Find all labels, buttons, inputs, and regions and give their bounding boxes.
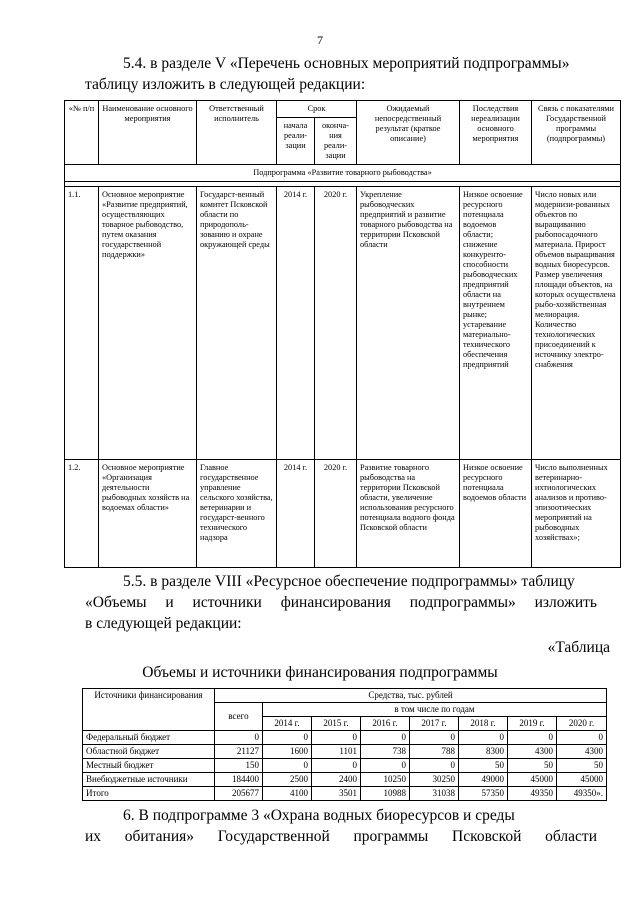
row-value: 49000: [459, 773, 508, 787]
row-link: Число выполненных ветеринарно-ихтиологических анализов и противо-эпизоотических мероприятий на рыбоводных хозяйствах»;: [532, 460, 621, 568]
header-funds: Средства, тыс. рублей: [215, 689, 607, 703]
section-5-5-paragraph: [85, 571, 597, 634]
row-link: Число новых или модернизи-рованных объектов по выращиванию рыбопосадочного материала. Прирост объемов выращивания водных биоресурсов. Размер увеличения площади объектов, на которых осуществлена рыбо-хозяйственная мелиорация. Количество технологических присоединений к источнику электро-снабжения: [532, 187, 621, 460]
table-row: [83, 731, 607, 745]
financing-table: [82, 688, 607, 801]
row-value: 788: [410, 745, 459, 759]
row-value: 50: [557, 759, 607, 773]
subprogram-title: Подпрограмма «Развитие товарного рыбоводства»: [65, 165, 621, 182]
section-6-paragraph: [85, 805, 597, 847]
table2-header-row: [83, 689, 607, 703]
row-source: Итого: [83, 787, 215, 801]
row-value: 30250: [410, 773, 459, 787]
row-source: Областной бюджет: [83, 745, 215, 759]
row-value: 738: [361, 745, 410, 759]
row-start: 2014 г.: [277, 460, 315, 568]
row-num: 1.1.: [65, 187, 99, 460]
row-value: 0: [508, 731, 557, 745]
row-value: 49350».: [557, 787, 607, 801]
row-value: 0: [410, 759, 459, 773]
header-years-group: в том числе по годам: [263, 703, 607, 717]
table1-header-row: [65, 101, 621, 118]
header-consequences: Последствия нереализации основного мероприятия: [460, 101, 532, 165]
row-value: 45000: [557, 773, 607, 787]
row-start: 2014 г.: [277, 187, 315, 460]
header-year: 2020 г.: [557, 717, 607, 731]
row-source: Местный бюджет: [83, 759, 215, 773]
row-total: 184400: [215, 773, 263, 787]
row-value: 50: [459, 759, 508, 773]
table-row: [83, 773, 607, 787]
row-name: Основное мероприятие «Развитие предприятий, осуществляющих товарное рыбоводство, путем оказания государственной поддержки»: [99, 187, 197, 460]
row-result: Развитие товарного рыбоводства на территории Псковской области, увеличение использования ресурсного потенциала водного фонда Псковской области: [357, 460, 460, 568]
header-total: всего: [215, 703, 263, 731]
header-year: 2017 г.: [410, 717, 459, 731]
row-end: 2020 г.: [315, 187, 357, 460]
header-year: 2016 г.: [361, 717, 410, 731]
row-value: 0: [410, 731, 459, 745]
row-value: 1600: [263, 745, 312, 759]
row-end: 2020 г.: [315, 460, 357, 568]
row-value: 0: [557, 731, 607, 745]
row-value: 10250: [361, 773, 410, 787]
row-total: 150: [215, 759, 263, 773]
table2-title: Объемы и источники финансирования подпрограммы: [142, 664, 498, 681]
row-total: 21127: [215, 745, 263, 759]
header-term: Срок: [277, 101, 357, 118]
header-responsible: Ответственный исполнитель: [197, 101, 277, 165]
header-result: Ожидаемый непосредственный результат (краткое описание): [357, 101, 460, 165]
row-source: Внебюджетные источники: [83, 773, 215, 787]
page-number: 7: [317, 33, 323, 47]
activities-table: [64, 100, 621, 568]
row-total: 0: [215, 731, 263, 745]
subprogram-row: [65, 165, 621, 182]
row-value: 8300: [459, 745, 508, 759]
header-name: Наименование основного мероприятия: [99, 101, 197, 165]
row-value: 50: [508, 759, 557, 773]
row-value: 2400: [312, 773, 361, 787]
row-consequences: Низкое освоение ресурсного потенциала водоемов области; снижение конкуренто-способности рыбоводческих предприятий области на внутреннем рынке; устаревание материально-технического обеспечения предприятий: [460, 187, 532, 460]
row-value: 1101: [312, 745, 361, 759]
row-name: Основное мероприятие «Организация деятельности рыбоводных хозяйств на водоемах области»: [99, 460, 197, 568]
row-value: 4300: [508, 745, 557, 759]
header-year: 2018 г.: [459, 717, 508, 731]
section-5-5-line2: «Объемы и источники финансирования подпрограммы» изложить: [85, 594, 597, 611]
header-term-end: оконча-ния реали-зации: [315, 118, 357, 165]
header-num: «№ п/п: [65, 101, 99, 165]
table-row: [65, 460, 621, 568]
header-link: Связь с показателями Государственной программы (подпрограммы): [532, 101, 621, 165]
row-value: 31038: [410, 787, 459, 801]
header-term-start: начала реали-зации: [277, 118, 315, 165]
row-value: 4100: [263, 787, 312, 801]
table-row: [83, 759, 607, 773]
row-value: 3501: [312, 787, 361, 801]
row-value: 45000: [508, 773, 557, 787]
row-responsible: Главное государственное управление сельского хозяйства, ветеринарии и государст-венного технического надзора: [197, 460, 277, 568]
header-source: Источники финансирования: [83, 689, 215, 731]
table-word: «Таблица: [547, 639, 610, 656]
header-year: 2015 г.: [312, 717, 361, 731]
header-year: 2014 г.: [263, 717, 312, 731]
row-value: 10988: [361, 787, 410, 801]
row-num: 1.2.: [65, 460, 99, 568]
row-value: 49350: [508, 787, 557, 801]
row-value: 0: [361, 731, 410, 745]
row-total: 205677: [215, 787, 263, 801]
table-row: [83, 787, 607, 801]
row-value: 0: [312, 759, 361, 773]
row-value: 0: [459, 731, 508, 745]
row-responsible: Государст-венный комитет Псковской области по природополь-зованию и охране окружающей среды: [197, 187, 277, 460]
section-5-4-line1: 5.4. в разделе V «Перечень основных мероприятий подпрограммы»: [123, 55, 570, 72]
section-6-line1: 6. В подпрограмме 3 «Охрана водных биоресурсов и среды: [123, 807, 515, 824]
row-value: 0: [312, 731, 361, 745]
table-row: [65, 187, 621, 460]
table-row: [83, 745, 607, 759]
row-result: Укрепление рыбоводческих предприятий и развитие товарного рыбоводства на территории Псковской области: [357, 187, 460, 460]
row-value: 0: [263, 731, 312, 745]
row-source: Федеральный бюджет: [83, 731, 215, 745]
header-year: 2019 г.: [508, 717, 557, 731]
row-value: 57350: [459, 787, 508, 801]
row-value: 4300: [557, 745, 607, 759]
row-value: 0: [361, 759, 410, 773]
section-6-line2: их обитания» Государственной программы Псковской области: [85, 828, 597, 845]
row-consequences: Низкое освоение ресурсного потенциала водоемов области: [460, 460, 532, 568]
section-5-5-line1: 5.5. в разделе VIII «Ресурсное обеспечение подпрограммы» таблицу: [123, 573, 575, 590]
row-value: 2500: [263, 773, 312, 787]
section-5-4-line2: таблицу изложить в следующей редакции:: [85, 76, 366, 93]
section-5-5-line3: в следующей редакции:: [85, 615, 242, 632]
row-value: 0: [263, 759, 312, 773]
section-5-4-paragraph: [85, 53, 597, 95]
